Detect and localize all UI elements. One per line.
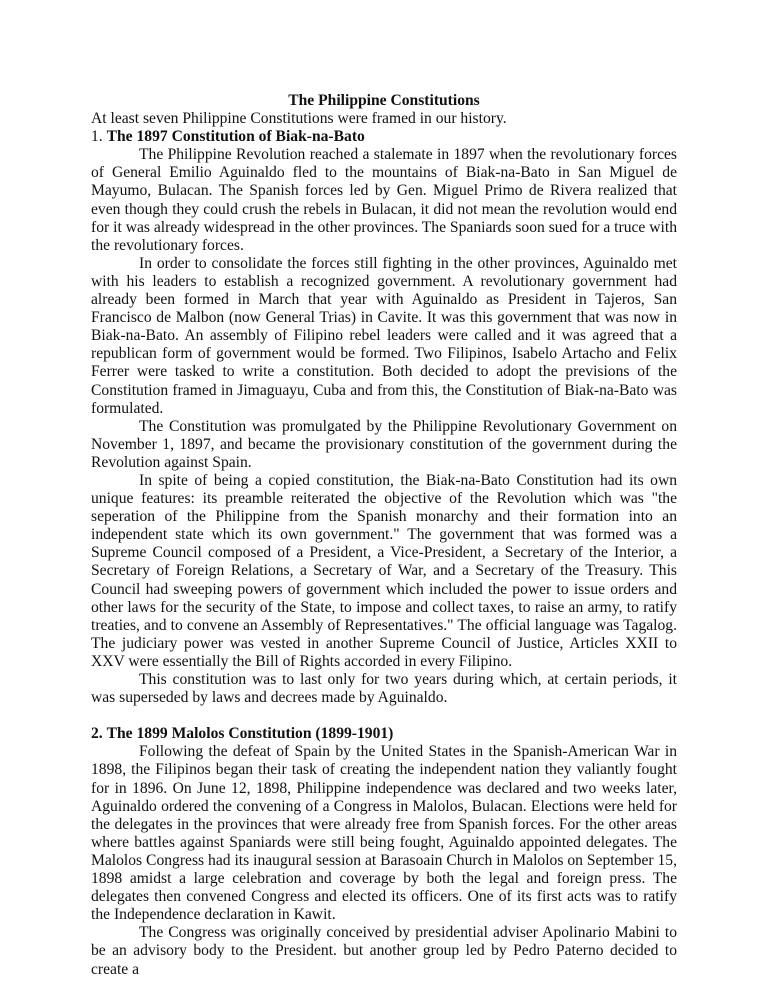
paragraph: In order to consolidate the forces still fighting in the other provinces, Aguinaldo met with his leaders to establish a recognized government. A revolutionary government had already been formed in March that year with Aguinaldo as President in Tajeros, San Francisco de Malbon (now General Trias) in Cavite. It was this government that was now in Biak-na-Bato. An assembly of Filipino rebel leaders were called and it was agreed that a republican form of government would be formed. Two Filipinos, Isabelo Artacho and Felix Ferrer were tasked to write a constitution. Both decided to adopt the previsions of the Constitution framed in Jimaguayu, Cuba and from this, the Constitution of Biak-na-Bato was formulated. xyxy=(91,254,677,417)
paragraph: The Constitution was promulgated by the Philippine Revolutionary Government on November 1, 1897, and became the provisionary constitution of the government during the Revolution against Spain. xyxy=(91,417,677,471)
paragraph: Following the defeat of Spain by the United States in the Spanish-American War in 1898, the Filipinos began their task of creating the independent nation they valiantly fought for in 1896. On June 12, 1898, Philippine independence was declared and two weeks later, Aguinaldo ordered the convening of a Congress in Malolos, Bulacan. Elections were held for the delegates in the provinces that were already free from Spanish forces. For the other areas where battles against Spaniards were still being fought, Aguinaldo appointed delegates. The Malolos Congress had its inaugural session at Barasoain Church in Malolos on September 15, 1898 amidst a large celebration and coverage by both the legal and foreign press. The delegates then convened Congress and elected its officers. One of its first acts was to ratify the Independence declaration in Kawit. xyxy=(91,743,677,924)
section-title: The 1897 Constitution of Biak-na-Bato xyxy=(106,128,365,146)
intro-text: At least seven Philippine Constitutions were framed in our history. xyxy=(91,110,507,128)
blank-line xyxy=(91,707,677,725)
paragraph: The Philippine Revolution reached a stalemate in 1897 when the revolutionary forces of General Emilio Aguinaldo fled to the mountains of Biak-na-Bato in San Miguel de Mayumo, Bulacan. The Spanish forces led by Gen. Miguel Primo de Rivera realized that even though they could crush the rebels in Bulacan, it did not mean the revolution would end for it was already widespread in the other provinces. The Spaniards soon sued for a truce with the revolutionary forces. xyxy=(91,146,677,254)
document-page xyxy=(91,92,677,979)
paragraph: This constitution was to last only for two years during which, at certain periods, it was superseded by laws and decrees made by Aguinaldo. xyxy=(91,671,677,707)
paragraph: The Congress was originally conceived by presidential adviser Apolinario Mabini to be an advisory body to the President. but another group led by Pedro Paterno decided to create a xyxy=(91,924,677,978)
section-heading xyxy=(91,128,677,146)
section-title: The 1899 Malolos Constitution (1899-1901) xyxy=(106,725,394,743)
section-number: 2. xyxy=(91,725,103,743)
document-title: The Philippine Constitutions xyxy=(288,92,480,109)
paragraph: In spite of being a copied constitution, the Biak-na-Bato Constitution had its own unique features: its preamble reiterated the objective of the Revolution which was "the seperation of the Philippine from the Spanish monarchy and their formation into an independent state which its own government." The government that was formed was a Supreme Council composed of a President, a Vice-President, a Secretary of the Interior, a Secretary of Foreign Relations, a Secretary of War, and a Secretary of the Treasury. This Council had sweeping powers of government which included the power to issue orders and other laws for the security of the State, to impose and collect taxes, to raise an army, to ratify treaties, and to convene an Assembly of Representatives." The official language was Tagalog. The judiciary power was vested in another Supreme Council of Justice, Articles XXII to XXV were essentially the Bill of Rights accorded in every Filipino. xyxy=(91,471,677,670)
section-malolos xyxy=(91,725,677,978)
section-biak-na-bato xyxy=(91,128,677,707)
section-number: 1. xyxy=(91,128,103,146)
section-heading xyxy=(91,725,677,743)
